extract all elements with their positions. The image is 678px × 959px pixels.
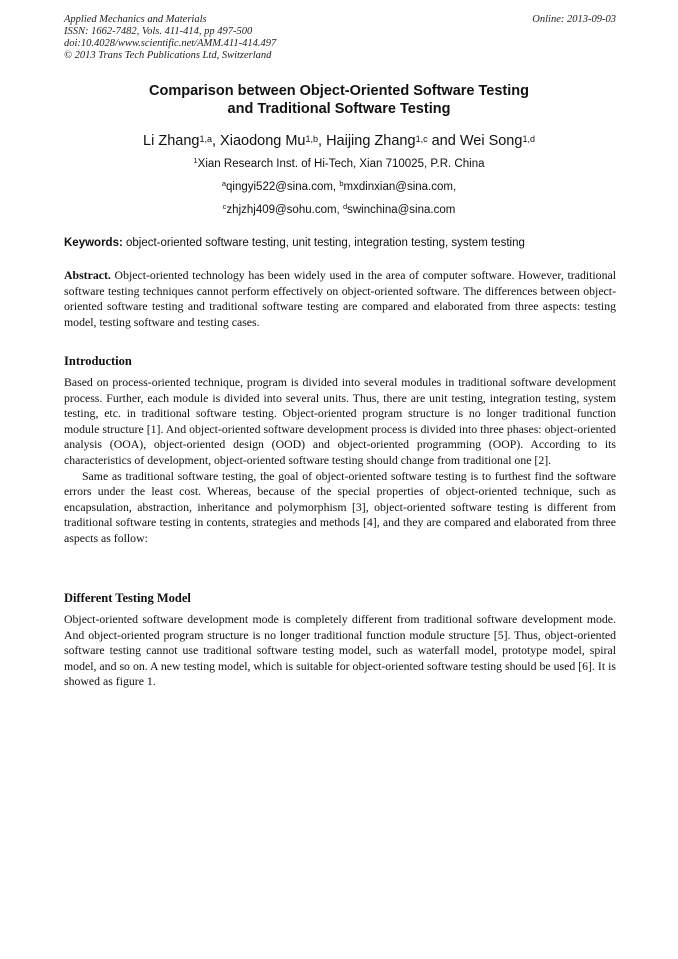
email-mark: b: [339, 179, 344, 188]
title-line-2: and Traditional Software Testing: [227, 101, 451, 117]
email-address: qingyi522@sina.com,: [226, 181, 340, 193]
introduction-paragraph-1: Based on process-oriented technique, program is divided into several modules in traditional software development process. Further, each module is divided into several units. Thus, there are unit testing, integration testing, system testing, etc. in traditional software testing. Object-oriented program structure is no longer traditional function module structure [1]. And object-oriented software development process is divided into three phases: object-oriented analysis (OOA), object-oriented design (OOD) and object-oriented programming (OOP). According to its characteristics of development, object-oriented software testing should change from traditional one [2].: [64, 375, 616, 467]
keywords: [64, 236, 616, 250]
introduction-body: [64, 375, 616, 547]
author-name: Xiaodong Mu: [220, 133, 306, 149]
issn-line: ISSN: 1662-7482, Vols. 411-414, pp 497-500: [64, 26, 253, 37]
introduction-paragraph-2: Same as traditional software testing, the goal of object-oriented software testing is to furthest find the software errors under the least cost. Whereas, because of the special properties of object-oriented technique, such as encapsulation, abstraction, inheritance and polymorphism [3], object-oriented software testing is different from traditional software testing in contents, strategies and methods [4], and they are compared and elaborated from three aspects as follow:: [64, 468, 616, 545]
author-affiliation-mark: 1,a: [199, 134, 212, 144]
email-line-2: [64, 203, 614, 217]
author-affiliation-mark: 1,d: [522, 134, 535, 144]
testing-model-paragraph-1: Object-oriented software development mode is completely different from traditional software development mode. And object-oriented program structure is no longer traditional function module structure [5]. Thus, object-oriented software testing cannot use traditional software testing model, such as waterfall model, prototype model, spiral model, and so on. A new testing model, which is suitable for object-oriented software testing should be used [6]. It is showed as figure 1.: [64, 612, 616, 689]
abstract-text: Object-oriented technology has been widely used in the area of computer software. However, traditional software testing techniques cannot perform effectively on object-oriented software. The differences between object-oriented software testing and traditional software testing are compared and elaborated from three aspects: testing model, testing software and testing cases.: [64, 268, 616, 329]
email-address: zhjzhj409@sohu.com,: [226, 204, 343, 216]
testing-model-body: [64, 612, 616, 690]
keywords-text: object-oriented software testing, unit testing, integration testing, system testing: [122, 237, 525, 249]
author-affiliation-mark: 1,b: [305, 134, 319, 144]
author-separator: ,: [318, 133, 327, 149]
author-name: Haijing Zhang: [326, 133, 416, 149]
affiliation: [64, 157, 614, 171]
affiliation-text: Xian Research Inst. of Hi-Tech, Xian 710025, P.R. China: [197, 158, 485, 170]
email-line-1: [64, 180, 614, 194]
affiliation-mark: 1: [193, 156, 198, 165]
journal-header: [64, 14, 616, 62]
email-mark: a: [221, 179, 226, 188]
journal-name: Applied Mechanics and Materials: [64, 14, 207, 25]
author-separator: and: [427, 133, 460, 149]
email-mark: d: [342, 202, 348, 211]
author-list: [64, 132, 614, 150]
email-address: swinchina@sina.com: [347, 204, 456, 216]
keywords-label: Keywords:: [64, 237, 123, 249]
abstract-paragraph: [64, 268, 616, 330]
doi-line: doi:10.4028/www.scientific.net/AMM.411-414.497: [64, 38, 277, 49]
author-name: Li Zhang: [143, 133, 200, 149]
paper-title: [64, 82, 614, 118]
title-line-1: Comparison between Object-Oriented Software Testing: [148, 83, 529, 99]
online-date: Online: 2013-09-03: [532, 14, 616, 25]
author-affiliation-mark: 1,c: [415, 134, 428, 144]
email-address: mxdinxian@sina.com,: [343, 181, 457, 193]
section-heading-introduction: Introduction: [64, 354, 132, 368]
section-heading-testing-model: Different Testing Model: [64, 591, 191, 605]
copyright-line: © 2013 Trans Tech Publications Ltd, Switzerland: [64, 50, 272, 61]
email-mark: c: [222, 202, 227, 211]
abstract: [64, 268, 616, 330]
author-name: Wei Song: [459, 133, 523, 149]
author-separator: ,: [211, 133, 221, 149]
abstract-label: Abstract.: [64, 268, 111, 282]
